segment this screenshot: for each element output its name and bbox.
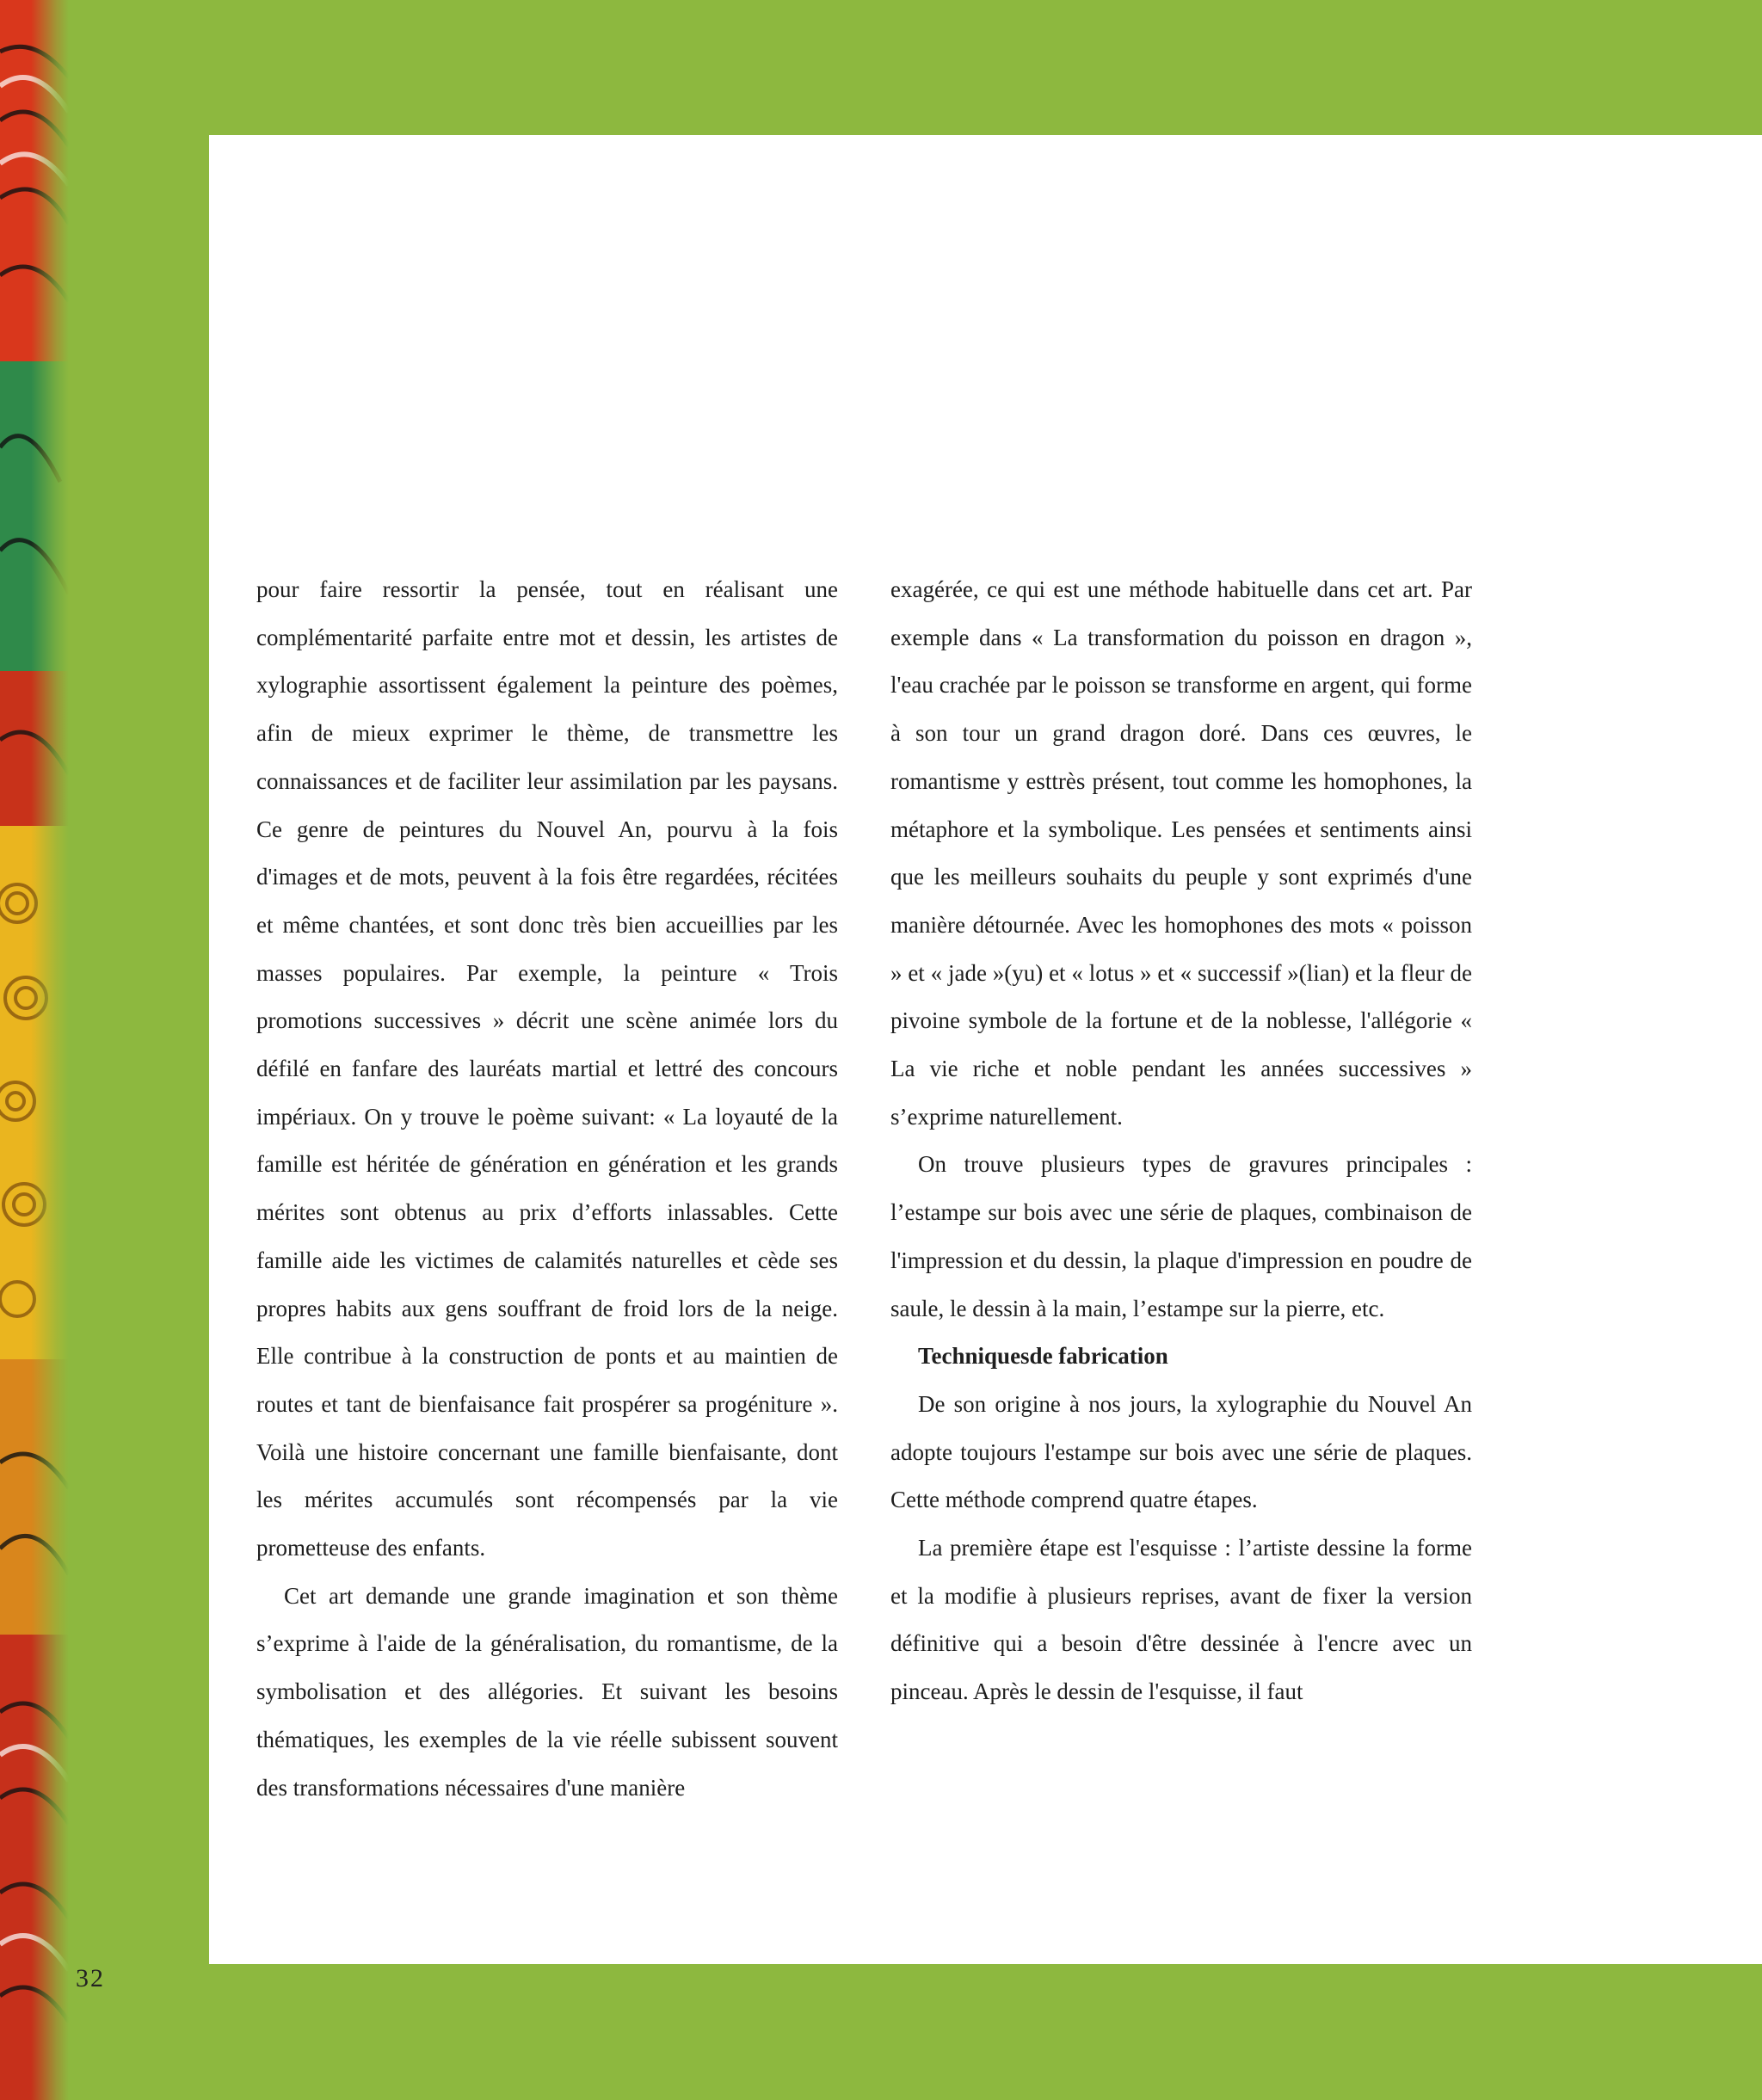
paragraph: On trouve plusieurs types de gravures principales : l’estampe sur bois avec une série de plaques, combinaison de l'impression et du dessin, la plaque d'impression en poudre de saule, le dessin à la main, l’estampe sur la pierre, etc. bbox=[890, 1151, 1472, 1321]
paragraph: De son origine à nos jours, la xylographie du Nouvel An adopte toujours l'estampe sur bois avec une série de plaques. Cette méthode comprend quatre étapes. bbox=[890, 1390, 1472, 1513]
paragraph: pour faire ressortir la pensée, tout en réalisant une complémentarité parfaite entre mot et dessin, les artistes de xylographie assortissent également la peinture des poèmes, afin de mieux exprimer le thème, de transmettre les connaissances et de faciliter leur assimilation par les paysans. Ce genre de peintures du Nouvel An, pourvu à la fois d'images et de mots, peuvent à la fois être regardées, récitées et même chantées, et sont donc très bien accueillies par les masses populaires. Par exemple, la peinture « Trois promotions successives » décrit une scène animée lors du défilé en fanfare des lauréats martial et lettré des concours impériaux. On y trouve le poème suivant: « La loyauté de la famille est héritée de génération en génération et les grands mérites sont obtenus au prix d’efforts inlassables. Cette famille aide les victimes de calamités naturelles et cède ses propres habits aux gens souffrant de froid lors de la neige. Elle contribue à la construction de ponts et au maintien de routes et tant de bienfaisance fait prospérer sa progéniture ». Voilà une histoire concernant une famille bienfaisante, dont les mérites accumulés sont récompensés par la vie prometteuse des enfants. bbox=[256, 576, 838, 1561]
paragraph: exagérée, ce qui est une méthode habituelle dans cet art. Par exemple dans « La transformation du poisson en dragon », l'eau crachée par le poisson se transforme en argent, qui forme à son tour un grand dragon doré. Dans ces œuvres, le romantisme y esttrès présent, tout comme les homophones, la métaphore et la symbolique. Les pensées et sentiments ainsi que les meilleurs souhaits du peuple y sont exprimés d'une manière détournée. Avec les homophones des mots « poisson » et « jade »(yu) et « lotus » et « successif »(lian) et la fleur de pivoine symbole de la fortune et de la noblesse, l'allégorie « La vie riche et noble pendant les années successives » s’exprime naturellement. bbox=[890, 576, 1472, 1130]
decorative-side-strip bbox=[0, 0, 69, 2100]
page-number: 32 bbox=[76, 1964, 105, 1992]
paragraph: Cet art demande une grande imagination et son thème s’exprime à l'aide de la généralisation, du romantisme, de la symbolisation et des allégories. Et suivant les besoins thématiques, les exemples de la vie réelle subissent souvent des transformations nécessaires d'une manière bbox=[256, 1582, 838, 1801]
paragraph: La première étape est l'esquisse : l’artiste dessine la forme et la modifie à plusieurs reprises, avant de fixer la version définitive qui a besoin d'être dessinée à l'encre avec un pinceau. Après le dessin de l'esquisse, il faut bbox=[890, 1535, 1472, 1705]
right-text-column bbox=[890, 566, 1472, 1716]
left-text-column bbox=[256, 566, 838, 1812]
section-heading: Techniquesde fabrication bbox=[918, 1343, 1168, 1370]
strip-fade-overlay bbox=[0, 0, 69, 2100]
